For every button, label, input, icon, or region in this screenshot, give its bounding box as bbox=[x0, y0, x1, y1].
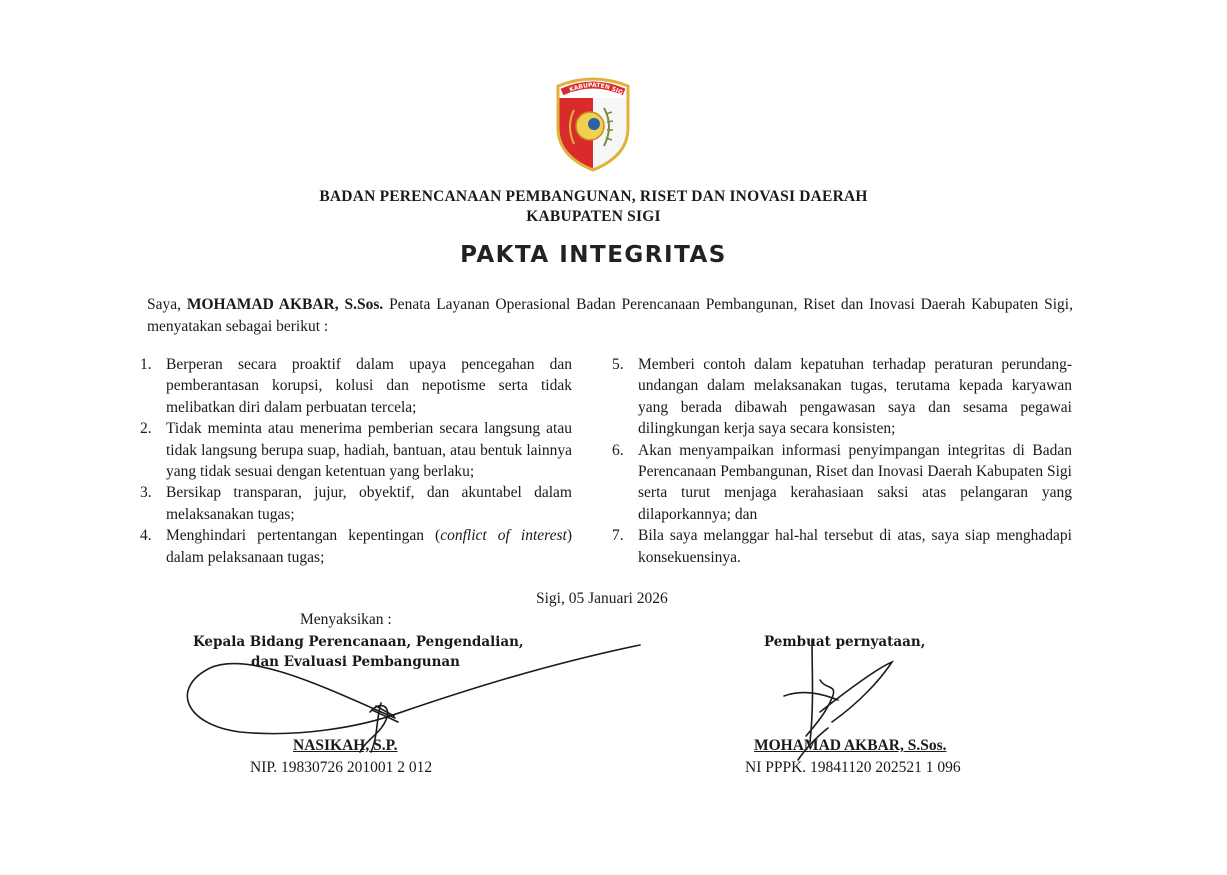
declarer-label: Pembuat pernyataan, bbox=[764, 634, 926, 650]
intro-name: MOHAMAD AKBAR, S.Sos. bbox=[186, 296, 384, 313]
statement-list-left bbox=[140, 354, 572, 568]
list-item bbox=[612, 354, 1072, 440]
list-item bbox=[612, 525, 1072, 568]
seal-text: KABUPATEN SIG bbox=[568, 81, 624, 97]
witness-role-line1: Kepala Bidang Perencanaan, Pengendalian, bbox=[193, 634, 524, 650]
item-number: 3. bbox=[140, 484, 152, 502]
item-text-italic: conflict of interest bbox=[440, 527, 567, 545]
item-number: 2. bbox=[140, 420, 152, 438]
intro-rest: Penata Layanan Operasional Badan Perencanaan Pembangunan, Riset dan Inovasi Daerah Kabupaten Sigi, menyatakan sebagai berikut : bbox=[147, 296, 1073, 335]
agency-header-line2: KABUPATEN SIGI bbox=[526, 208, 661, 225]
list-item bbox=[140, 525, 572, 568]
document-title: PAKTA INTEGRITAS bbox=[460, 242, 727, 268]
list-item bbox=[612, 440, 1072, 526]
document-date: Sigi, 05 Januari 2026 bbox=[536, 590, 668, 607]
item-text: Akan menyampaikan informasi penyimpangan integritas di Badan Perencanaan Pembangunan, Riset dan Inovasi Daerah Kabupaten Sigi serta turut menjaga kerahasiaan saksi atas pelangaran yang dilaporkannya; dan bbox=[638, 441, 1072, 523]
item-number: 4. bbox=[140, 527, 152, 545]
kabupaten-sigi-seal-icon bbox=[552, 72, 634, 172]
witness-nip: NIP. 19830726 201001 2 012 bbox=[250, 759, 433, 776]
item-number: 1. bbox=[140, 356, 152, 373]
witness-label: Menyaksikan : bbox=[300, 611, 392, 628]
declarer-name: MOHAMAD AKBAR, S.Sos. bbox=[754, 737, 947, 754]
witness-name: NASIKAH, S.P. bbox=[293, 737, 398, 754]
witness-role-line2: dan Evaluasi Pembangunan bbox=[251, 654, 460, 670]
item-text-before: Menghindari pertentangan kepentingan ( bbox=[166, 527, 441, 545]
item-text bbox=[166, 525, 572, 568]
list-item bbox=[140, 354, 572, 418]
list-item bbox=[140, 482, 572, 525]
statement-list-right bbox=[612, 354, 1072, 568]
intro-prefix: Saya, bbox=[147, 296, 187, 313]
item-number: 7. bbox=[612, 527, 624, 545]
item-number: 6. bbox=[612, 441, 624, 459]
declarer-nip: NI PPPK. 19841120 202521 1 096 bbox=[745, 759, 961, 776]
intro-paragraph bbox=[147, 294, 1073, 338]
item-text: Tidak meminta atau menerima pemberian secara langsung atau tidak langsung berupa suap, hadiah, bantuan, atau bentuk lainnya yang tidak sesuai dengan ketentuan yang berlaku; bbox=[166, 420, 572, 481]
item-text: Berperan secara proaktif dalam upaya pencegahan dan pemberantasan korupsi, kolusi dan nepotisme serta tidak melibatkan diri dalam perbuatan tercela; bbox=[166, 356, 572, 416]
item-text-after: ) dalam pelaksanaan tugas; bbox=[166, 527, 572, 566]
item-text: Bersikap transparan, jujur, obyektif, dan akuntabel dalam melaksanakan tugas; bbox=[166, 484, 572, 523]
item-text: Bila saya melanggar hal-hal tersebut di atas, saya siap menghadapi konsekuensinya. bbox=[638, 527, 1072, 566]
item-text: Memberi contoh dalam kepatuhan terhadap peraturan perundang-undangan dalam melaksanakan tugas, terutama kepada karyawan yang berada dibawah pengawasan saya dan sesama pegawai dilingkungan kerja saya secara konsisten; bbox=[638, 356, 1072, 438]
agency-header-line1: BADAN PERENCANAAN PEMBANGUNAN, RISET DAN INOVASI DAERAH bbox=[319, 188, 868, 205]
list-item bbox=[140, 418, 572, 482]
item-number: 5. bbox=[612, 356, 624, 373]
